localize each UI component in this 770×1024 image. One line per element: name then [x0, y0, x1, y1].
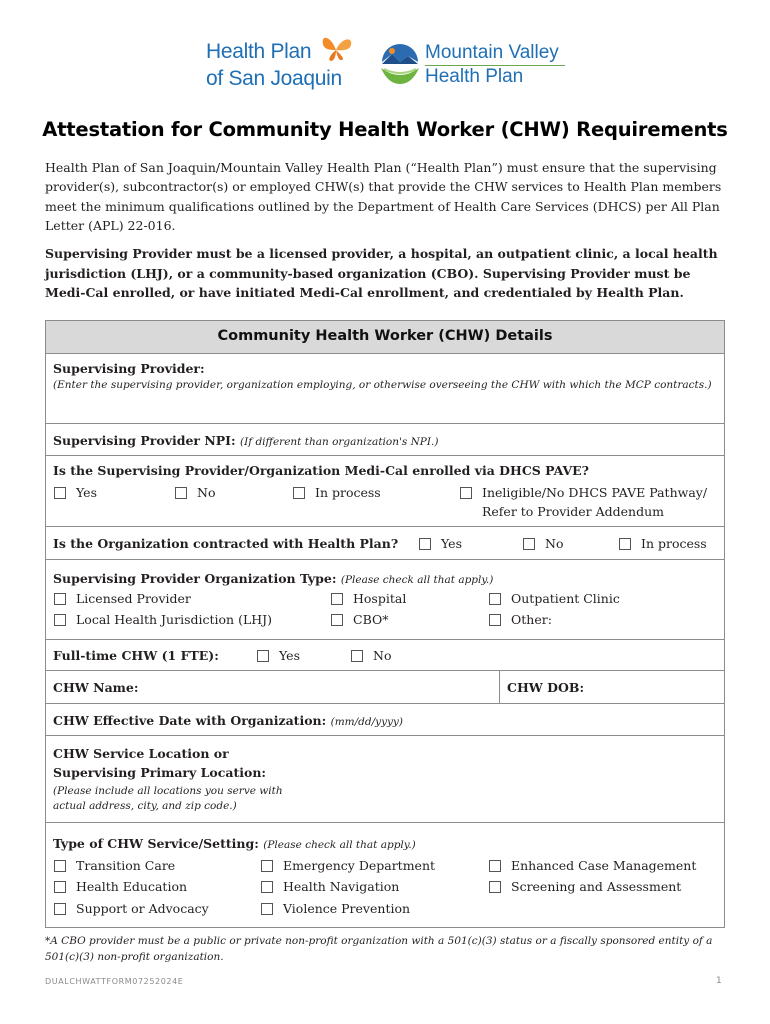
checkbox[interactable] — [54, 487, 66, 499]
org-hospital-option[interactable]: Hospital — [331, 591, 406, 608]
divider — [46, 822, 724, 823]
butterfly-icon — [319, 34, 355, 64]
service-support-advocacy-option[interactable]: Support or Advocacy — [54, 901, 209, 918]
contracted-in-process-option[interactable]: In process — [619, 536, 707, 553]
contracted-question: Is the Organization contracted with Health Plan? — [53, 536, 399, 551]
service-violence-prevention-option[interactable]: Violence Prevention — [261, 901, 410, 918]
fulltime-no-option[interactable]: No — [351, 648, 391, 665]
checkbox[interactable] — [619, 538, 631, 550]
cbo-footnote: *A CBO provider must be a public or private non-profit organization with a 501(c)(3) status or a fiscally sponsored entity of a 501(c)(3) non-profit organization. — [45, 935, 713, 963]
hpsj-logo — [206, 36, 356, 96]
npi-label — [53, 433, 438, 448]
divider — [46, 559, 724, 560]
effective-date-label — [53, 713, 403, 728]
form-header-title: Community Health Worker (CHW) Details — [217, 328, 553, 344]
page-number: 1 — [716, 976, 722, 986]
org-type-label — [53, 571, 493, 586]
org-type-note: (Please check all that apply.) — [340, 574, 494, 586]
checkbox[interactable] — [54, 903, 66, 915]
checkbox[interactable] — [489, 860, 501, 872]
org-lhj-option[interactable]: Local Health Jurisdiction (LHJ) — [54, 612, 272, 629]
divider — [46, 703, 724, 704]
checkbox[interactable] — [489, 614, 501, 626]
checkbox[interactable] — [261, 881, 273, 893]
checkbox[interactable] — [293, 487, 305, 499]
checkbox[interactable] — [331, 614, 343, 626]
chw-name-label: CHW Name: — [53, 680, 139, 695]
divider — [46, 353, 724, 354]
pave-in-process-option[interactable]: In process — [293, 485, 381, 502]
location-note-line1: (Please include all locations you serve with — [53, 785, 283, 797]
pave-question: Is the Supervising Provider/Organization Medi-Cal enrolled via DHCS PAVE? — [53, 463, 589, 478]
divider — [46, 455, 724, 456]
service-enhanced-case-management-option[interactable]: Enhanced Case Management — [489, 858, 696, 875]
checkbox[interactable] — [54, 614, 66, 626]
divider — [46, 526, 724, 527]
pave-ineligible-option[interactable] — [460, 485, 707, 521]
supervising-provider-note: (Enter the supervising provider, organization employing, or otherwise overseeing the CHW with which the MCP contracts.) — [53, 379, 712, 391]
contracted-yes-option[interactable]: Yes — [419, 536, 462, 553]
divider — [46, 735, 724, 736]
checkbox[interactable] — [489, 593, 501, 605]
org-type-label-text: Supervising Provider Organization Type: — [53, 571, 337, 586]
location-note-line2: actual address, city, and zip code.) — [53, 800, 237, 812]
npi-label-text: Supervising Provider NPI: — [53, 433, 236, 448]
org-other-option[interactable]: Other: — [489, 612, 552, 629]
divider — [46, 639, 724, 640]
checkbox[interactable] — [351, 650, 363, 662]
checkbox[interactable] — [175, 487, 187, 499]
divider — [499, 671, 500, 703]
fulltime-label: Full-time CHW (1 FTE): — [53, 648, 219, 663]
pave-yes-option[interactable]: Yes — [54, 485, 97, 502]
chw-details-form — [45, 320, 725, 928]
intro-paragraph: Health Plan of San Joaquin/Mountain Valley Health Plan (“Health Plan”) must ensure that the supervising provider(s), subcontractor(s) or employed CHW(s) that provide the CHW services to Health Plan members meet the minimum qualifications outlined by the Department of Health Care Services (DHCS) per All Plan Letter (APL) 22-016. — [45, 160, 722, 233]
supervising-provider-field[interactable] — [46, 396, 724, 422]
chw-dob-label: CHW DOB: — [507, 680, 585, 695]
effective-date-label-text: CHW Effective Date with Organization: — [53, 713, 327, 728]
location-label-line2: Supervising Primary Location: — [53, 765, 267, 780]
mvhp-logo — [378, 40, 578, 90]
requirements-paragraph: Supervising Provider must be a licensed provider, a hospital, an outpatient clinic, a local health jurisdiction (LHJ), or a community-based organization (CBO). Supervising Provider must be Medi-Cal enrolled, or have initiated Medi-Cal enrollment, and credentialed by Health Plan. — [45, 246, 718, 300]
pave-ineligible-line1: Ineligible/No DHCS PAVE Pathway/ — [482, 485, 708, 500]
checkbox[interactable] — [489, 881, 501, 893]
service-health-education-option[interactable]: Health Education — [54, 879, 187, 896]
service-health-navigation-option[interactable]: Health Navigation — [261, 879, 399, 896]
service-type-label-text: Type of CHW Service/Setting: — [53, 836, 259, 851]
mvhp-logo-line2: Health Plan — [425, 66, 524, 87]
npi-note: (If different than organization's NPI.) — [239, 436, 439, 448]
checkbox[interactable] — [261, 860, 273, 872]
page-title: Attestation for Community Health Worker (CHW) Requirements — [42, 118, 728, 141]
checkbox[interactable] — [460, 487, 472, 499]
fulltime-yes-option[interactable]: Yes — [257, 648, 300, 665]
checkbox[interactable] — [257, 650, 269, 662]
divider — [46, 423, 724, 424]
mountain-logo-icon — [378, 42, 422, 86]
checkbox[interactable] — [54, 860, 66, 872]
hpsj-logo-line2: of San Joaquin — [206, 67, 342, 90]
org-cbo-option[interactable]: CBO* — [331, 612, 388, 629]
contracted-no-option[interactable]: No — [523, 536, 563, 553]
location-label-line1: CHW Service Location or — [53, 746, 229, 761]
checkbox[interactable] — [419, 538, 431, 550]
checkbox[interactable] — [261, 903, 273, 915]
document-id: DUALCHWATTFORM07252024E — [45, 977, 184, 986]
mvhp-logo-line1: Mountain Valley — [425, 42, 559, 63]
checkbox[interactable] — [54, 593, 66, 605]
org-outpatient-clinic-option[interactable]: Outpatient Clinic — [489, 591, 620, 608]
service-screening-assessment-option[interactable]: Screening and Assessment — [489, 879, 681, 896]
supervising-provider-label: Supervising Provider: — [53, 361, 205, 376]
checkbox[interactable] — [54, 881, 66, 893]
effective-date-note: (mm/dd/yyyy) — [330, 716, 403, 728]
hpsj-logo-line1: Health Plan — [206, 40, 312, 63]
pave-ineligible-line2: Refer to Provider Addendum — [482, 504, 665, 519]
org-licensed-provider-option[interactable]: Licensed Provider — [54, 591, 191, 608]
service-transition-care-option[interactable]: Transition Care — [54, 858, 175, 875]
divider — [46, 670, 724, 671]
service-type-label — [53, 836, 416, 851]
pave-no-option[interactable]: No — [175, 485, 215, 502]
service-type-note: (Please check all that apply.) — [263, 839, 416, 851]
service-emergency-department-option[interactable]: Emergency Department — [261, 858, 435, 875]
checkbox[interactable] — [331, 593, 343, 605]
form-header — [46, 321, 724, 353]
checkbox[interactable] — [523, 538, 535, 550]
